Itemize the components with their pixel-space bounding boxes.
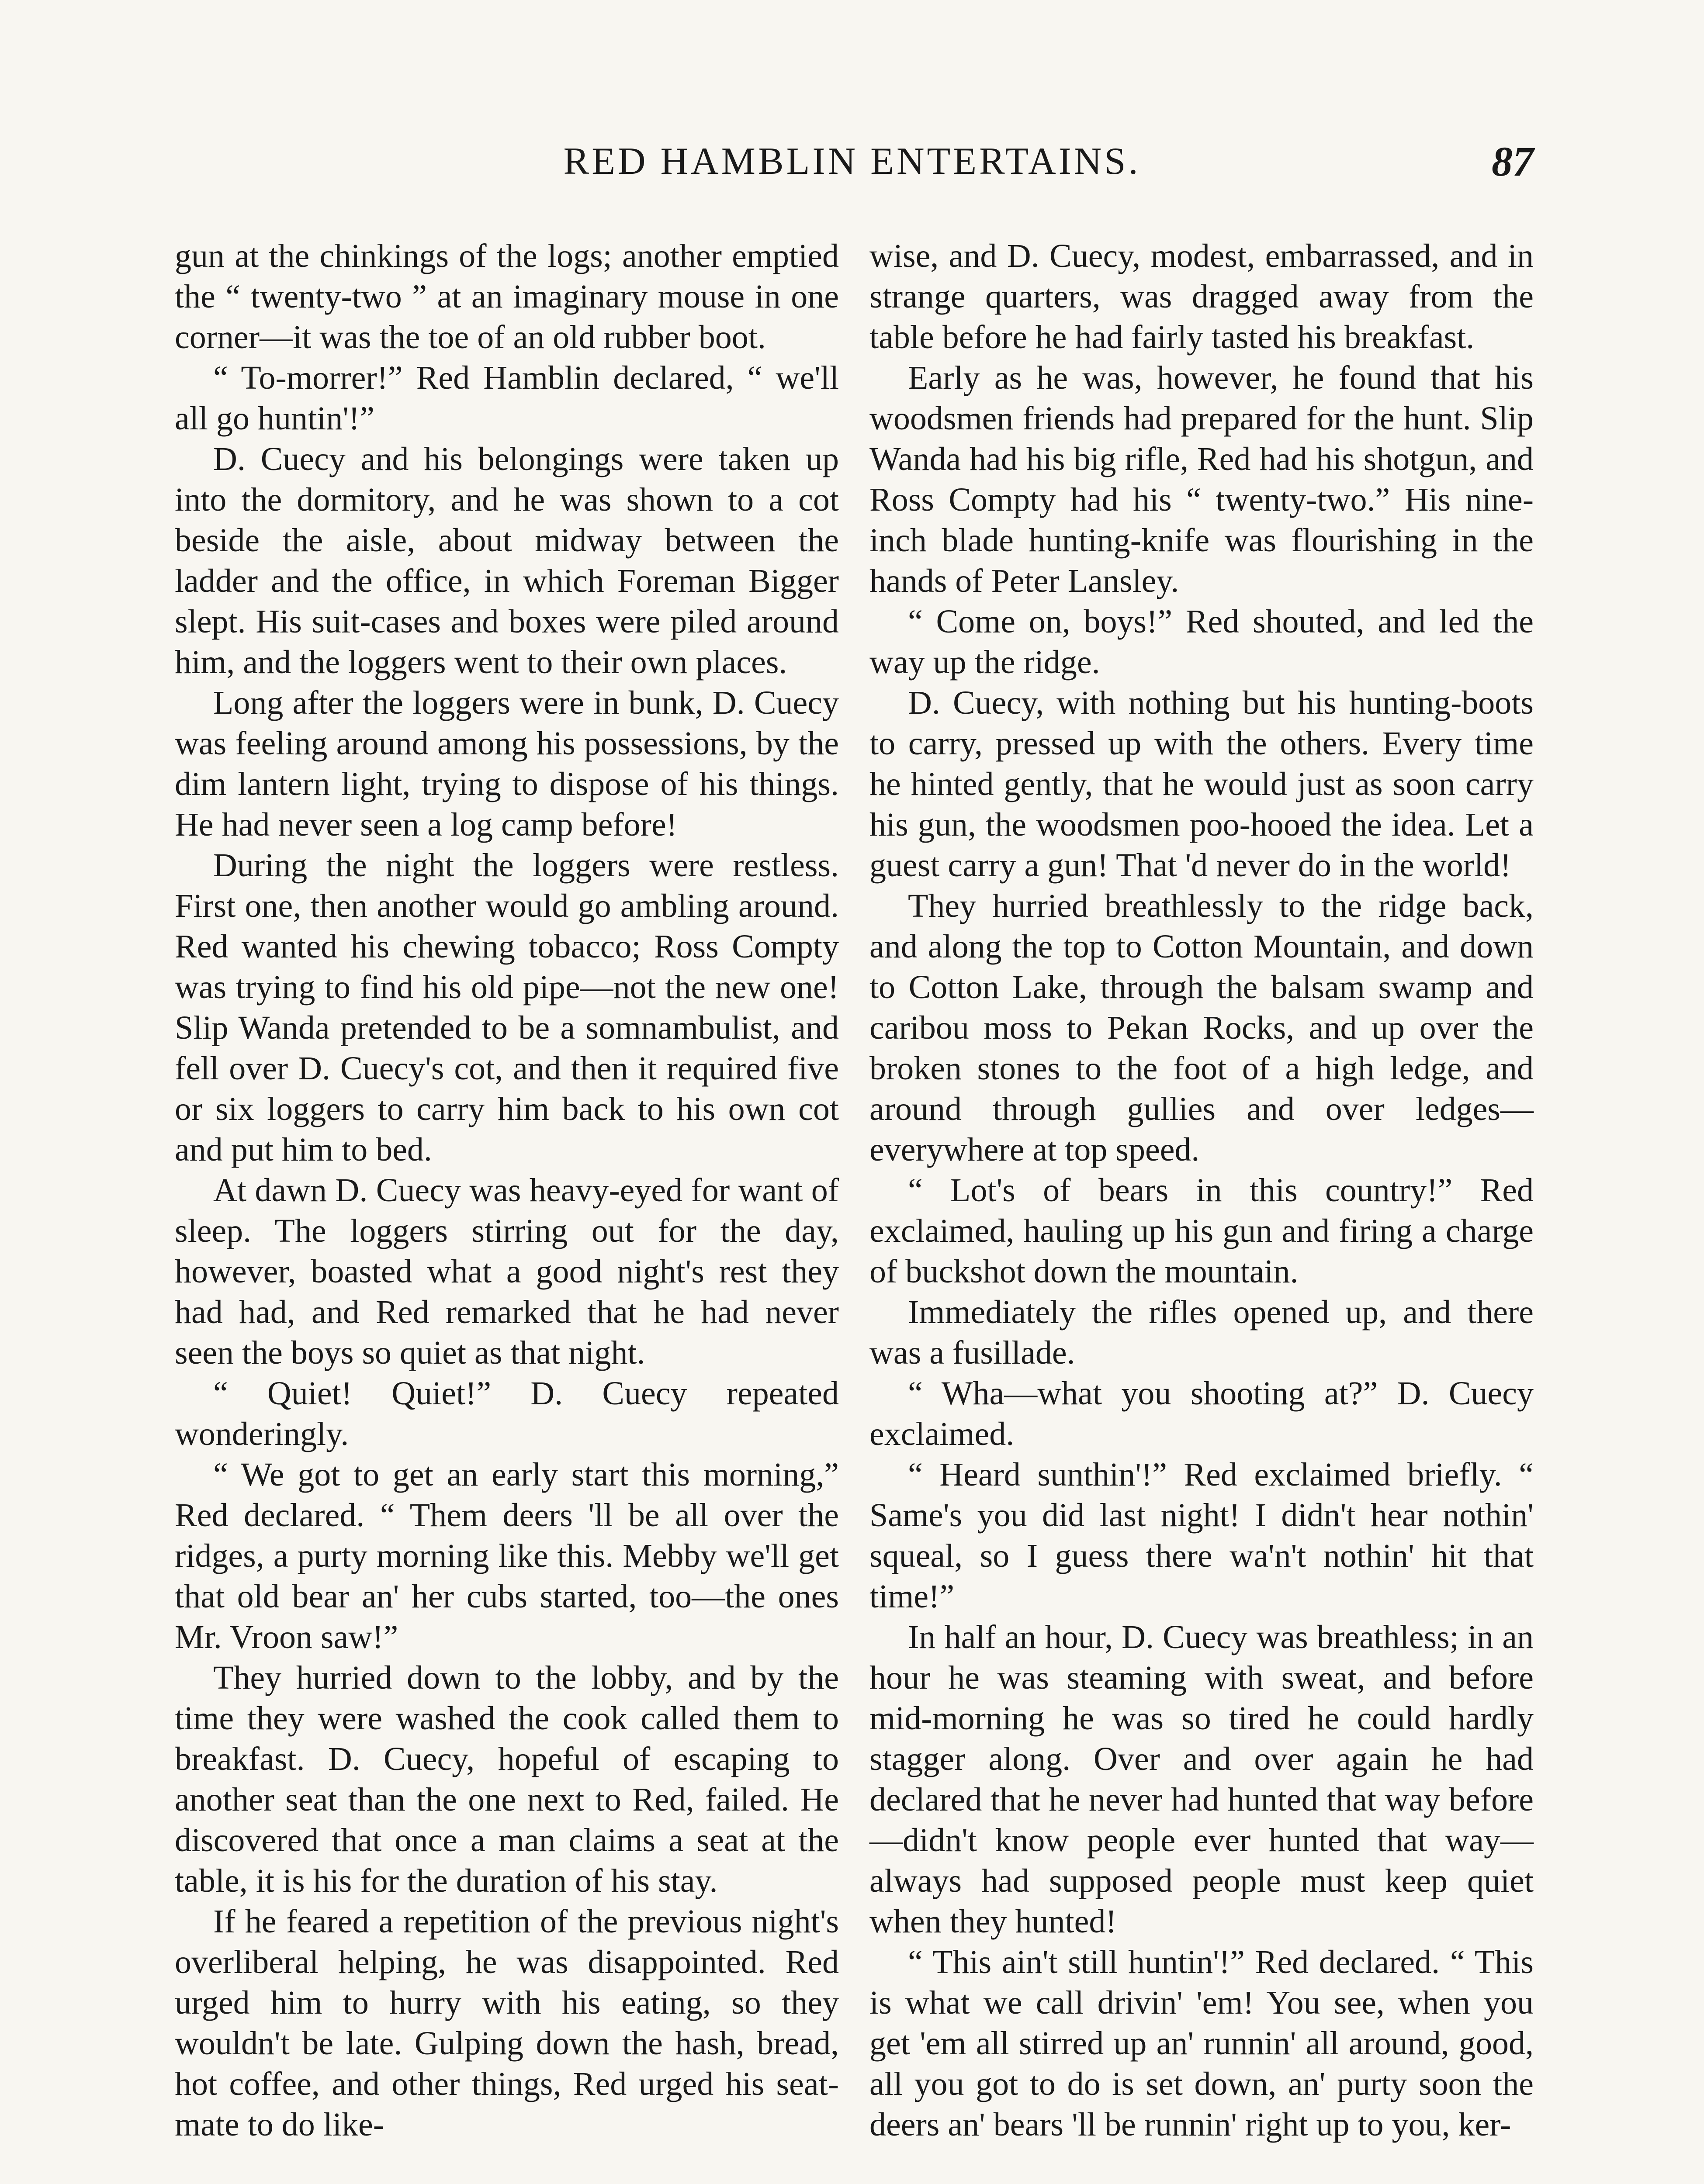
paragraph: “ To-morrer!” Red Hamblin declared, “ we'll all go huntin'!” xyxy=(175,359,839,437)
page-number: 87 xyxy=(1492,138,1534,185)
paragraph: They hurried down to the lobby, and by the time they were washed the cook called them to breakfast. D. Cuecy, hopeful of escaping to another seat than the one next to Red, failed. He discovered that once a man claims a seat at the table, it is his for the duration of his stay. xyxy=(175,1659,839,1899)
paragraph: “ Lot's of bears in this country!” Red exclaimed, hauling up his gun and firing a charge of buckshot down the mountain. xyxy=(869,1172,1534,1290)
page-header xyxy=(0,131,1704,192)
paragraph: “ We got to get an early start this morning,” Red declared. “ Them deers 'll be all over the ridges, a purty morning like this. Mebby we'll get that old bear an' her cubs started, too—the ones Mr. Vroon saw!” xyxy=(175,1456,839,1655)
right-text-column xyxy=(869,236,1534,2145)
paragraph: They hurried breathlessly to the ridge back, and along the top to Cotton Mountain, and down to Cotton Lake, through the balsam swamp and caribou moss to Pekan Rocks, and up over the broken stones to the foot of a high ledge, and around through gullies and over ledges—everywhere at top speed. xyxy=(869,888,1534,1168)
paragraph: Long after the loggers were in bunk, D. Cuecy was feeling around among his possessions, by the dim lantern light, trying to dispose of his things. He had never seen a log camp before! xyxy=(175,684,839,843)
paragraph: gun at the chinkings of the logs; another emptied the “ twenty-two ” at an imaginary mouse in one corner—it was the toe of an old rubber boot. xyxy=(175,238,839,356)
paragraph: “ Wha—what you shooting at?” D. Cuecy exclaimed. xyxy=(869,1375,1534,1452)
paragraph: “ Quiet! Quiet!” D. Cuecy repeated wonderingly. xyxy=(175,1375,839,1452)
paragraph: wise, and D. Cuecy, modest, embarrassed, and in strange quarters, was dragged away from the table before he had fairly tasted his breakfast. xyxy=(869,238,1534,356)
paragraph: If he feared a repetition of the previous night's overliberal helping, he was disappointed. Red urged him to hurry with his eating, so they wouldn't be late. Gulping down the hash, bread, hot coffee, and other things, Red urged his seat-mate to do like- xyxy=(175,1903,839,2143)
paragraph: Early as he was, however, he found that his woodsmen friends had prepared for the hunt. Slip Wanda had his big rifle, Red had his shotgun, and Ross Compty had his “ twenty-two.” His nine-inch blade hunting-knife was flourishing in the hands of Peter Lansley. xyxy=(869,359,1534,599)
paragraph: “ Come on, boys!” Red shouted, and led the way up the ridge. xyxy=(869,603,1534,681)
paragraph: D. Cuecy and his belongings were taken up into the dormitory, and he was shown to a cot beside the aisle, about midway between the ladder and the office, in which Foreman Bigger slept. His suit-cases and boxes were piled around him, and the loggers went to their own places. xyxy=(175,441,839,681)
paragraph: D. Cuecy, with nothing but his hunting-boots to carry, pressed up with the others. Every time he hinted gently, that he would just as soon carry his gun, the woodsmen poo-hooed the idea. Let a guest carry a gun! That 'd never do in the world! xyxy=(869,684,1534,884)
paragraph: During the night the loggers were restless. First one, then another would go ambling around. Red wanted his chewing tobacco; Ross Compty was trying to find his old pipe—not the new one! Slip Wanda pretended to be a somnambulist, and fell over D. Cuecy's cot, and then it required five or six loggers to carry him back to his own cot and put him to bed. xyxy=(175,847,839,1168)
paragraph: In half an hour, D. Cuecy was breathless; in an hour he was steaming with sweat, and before mid-morning he was so tired he could hardly stagger along. Over and over again he had declared that he never had hunted that way before—didn't know people ever hunted that way—always had supposed people must keep quiet when they hunted! xyxy=(869,1619,1534,1940)
paragraph: “ This ain't still huntin'!” Red declared. “ This is what we call drivin' 'em! You see, when you get 'em all stirred up an' runnin' all around, good, all you got to do is set down, an' purty soon the deers an' bears 'll be runnin' right up to you, ker- xyxy=(869,1944,1534,2143)
paragraph: “ Heard sunthin'!” Red exclaimed briefly. “ Same's you did last night! I didn't hear nothin' squeal, so I guess there wa'n't nothin' hit that time!” xyxy=(869,1456,1534,1615)
paragraph: Immediately the rifles opened up, and there was a fusillade. xyxy=(869,1294,1534,1371)
paragraph: At dawn D. Cuecy was heavy-eyed for want of sleep. The loggers stirring out for the day, however, boasted what a good night's rest they had had, and Red remarked that he had never seen the boys so quiet as that night. xyxy=(175,1172,839,1371)
left-text-column xyxy=(175,236,839,2145)
running-head: RED HAMBLIN ENTERTAINS. xyxy=(563,140,1141,183)
